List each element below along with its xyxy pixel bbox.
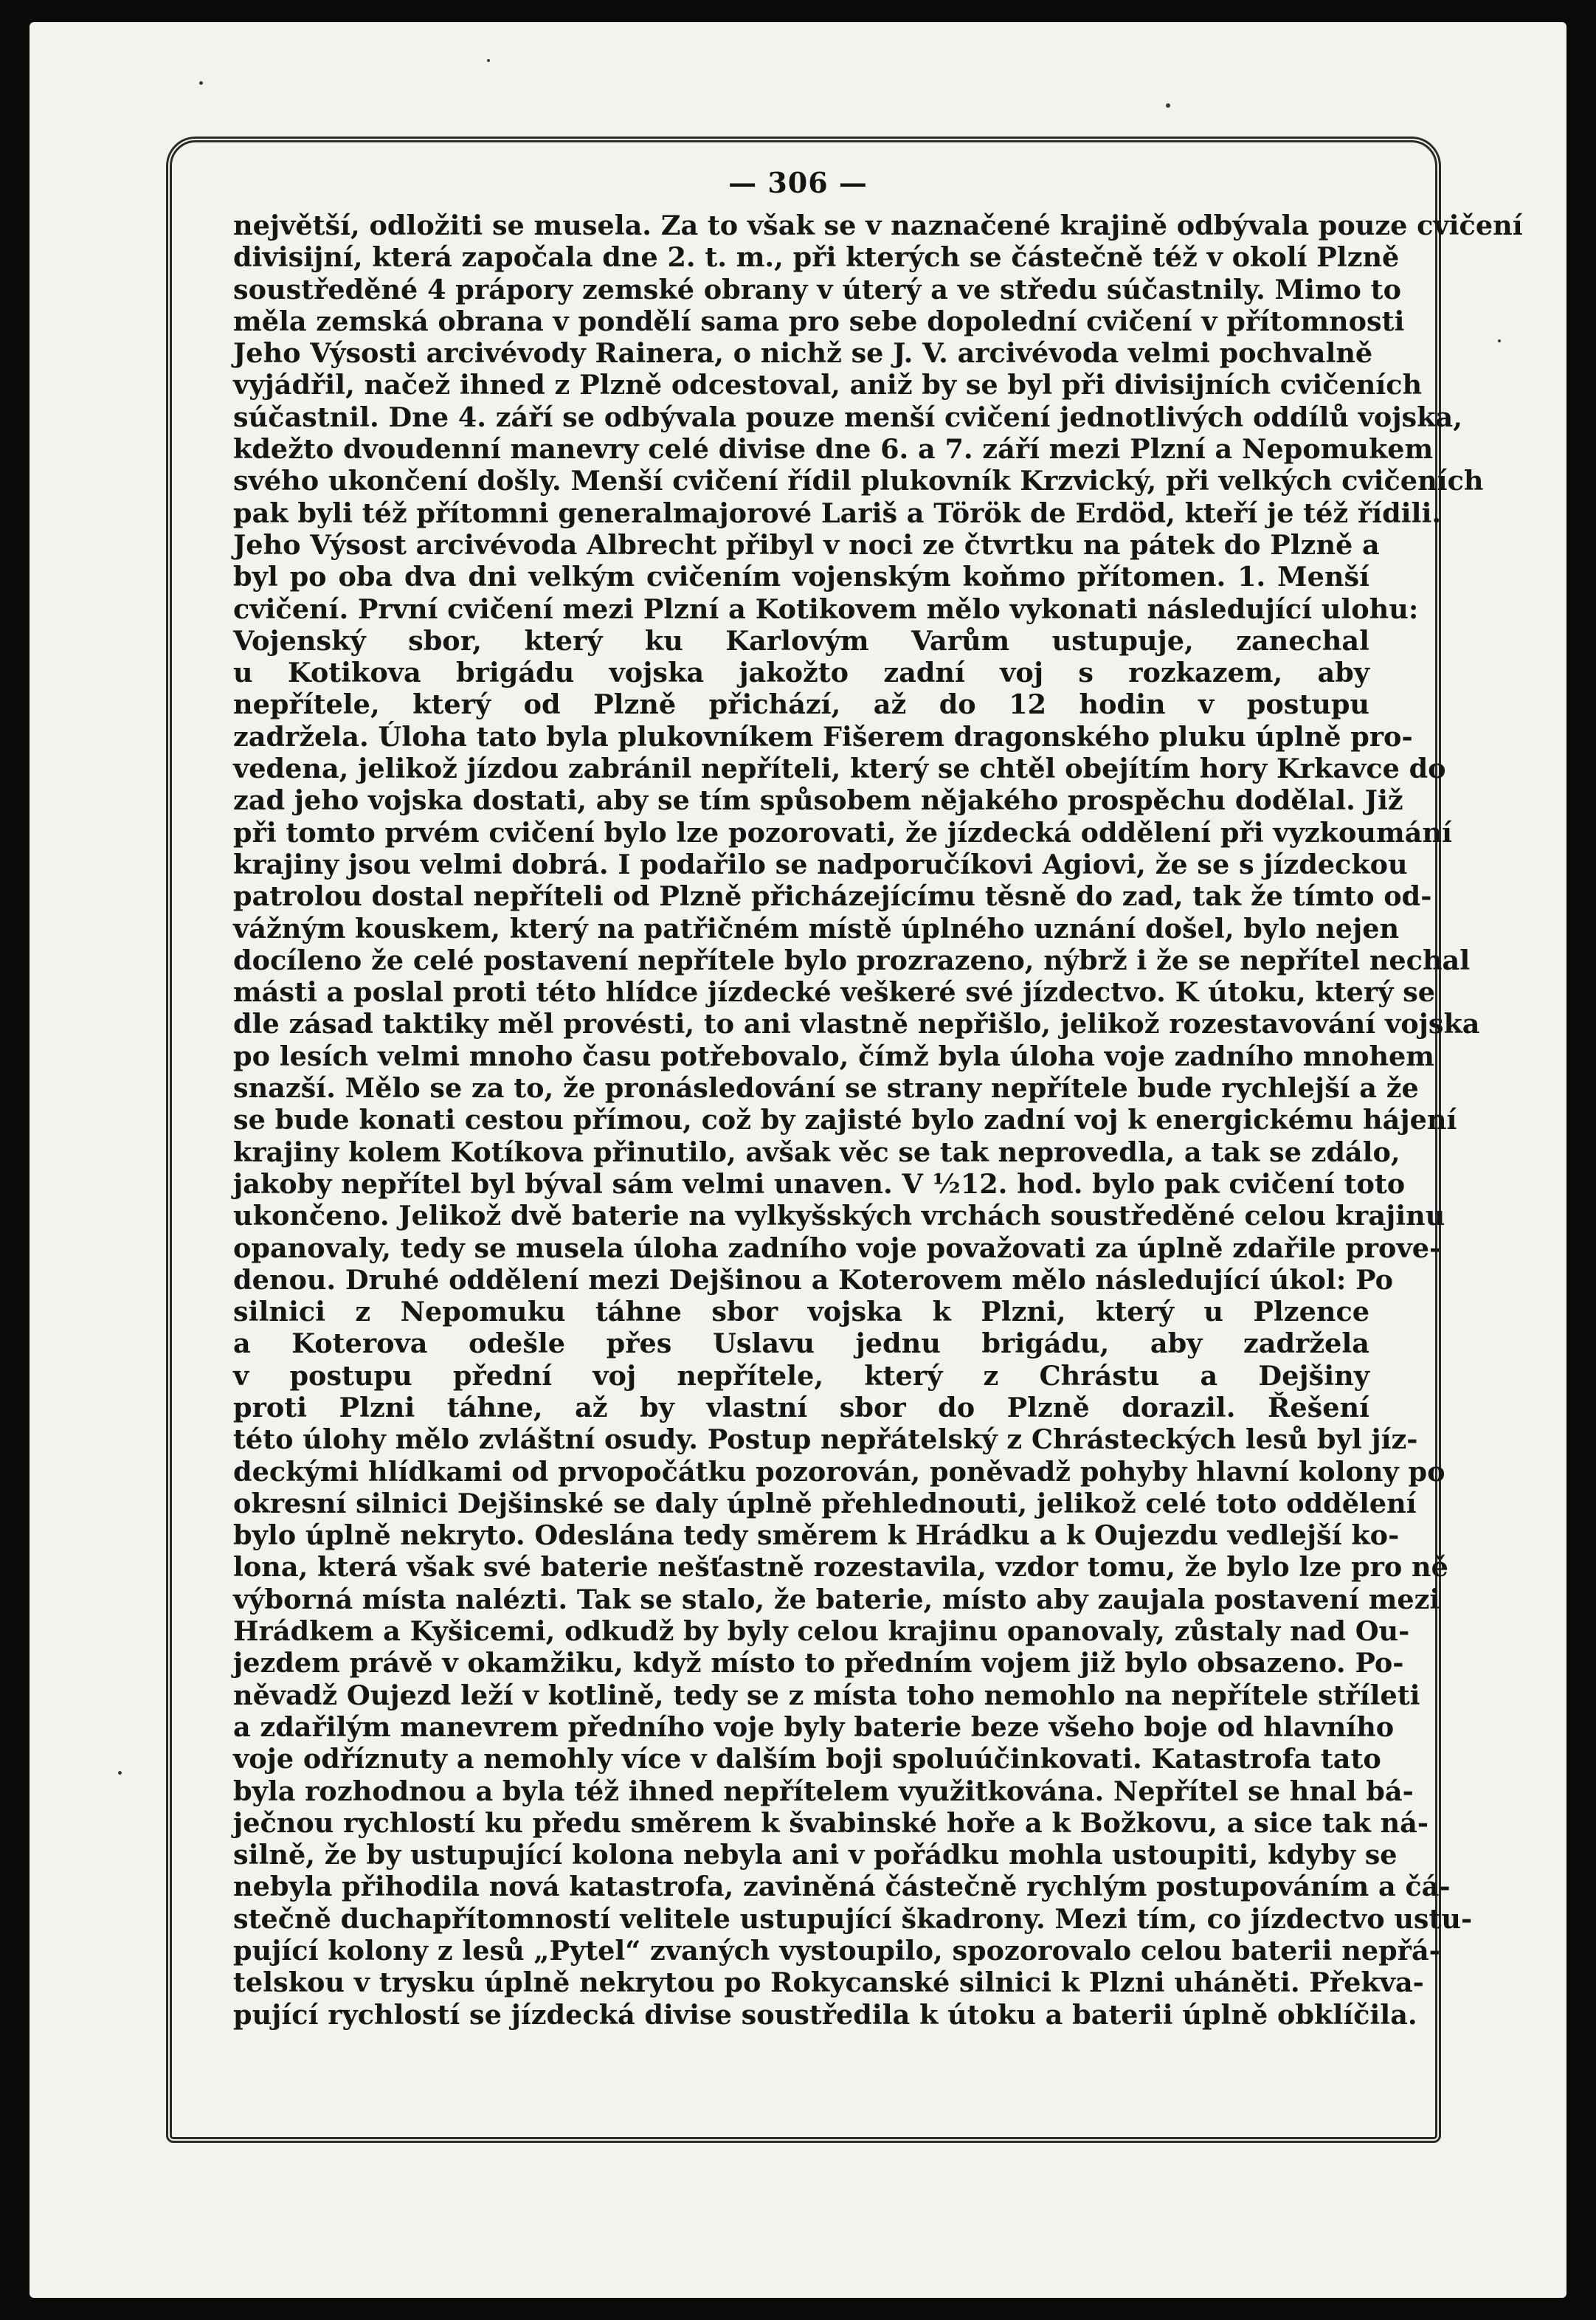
text-line: pující kolony z lesů „Pytel“ zvaných vystoupilo, spozorovalo celou baterii nepřá- bbox=[233, 1935, 1440, 1967]
text-line: snazší. Mělo se za to, že pronásledování se strany nepřítele bude rychlejší a že bbox=[233, 1072, 1419, 1105]
scan-speck bbox=[118, 1771, 122, 1775]
text-line: krajiny jsou velmi dobrá. I podařilo se nadporučíkovi Agiovi, že se s jízdeckou bbox=[233, 848, 1408, 880]
text-line: Jeho Výsost arcivévoda Albrecht přibyl v noci ze čtvrtku na pátek do Plzně a bbox=[233, 528, 1380, 561]
text-line: zadržela. Úloha tato byla plukovníkem Fišerem dragonského pluku úplně pro- bbox=[233, 720, 1413, 753]
text-line: másti a poslal proti této hlídce jízdecké veškeré své jízdectvo. K útoku, který se bbox=[233, 976, 1436, 1009]
text-line: docíleno že celé postavení nepřítele bylo prozrazeno, nýbrž i že se nepřítel nechal bbox=[233, 944, 1471, 976]
text-line: bylo úplně nekryto. Odeslána tedy směrem k Hrádku a k Oujezdu vedlejší ko- bbox=[233, 1519, 1400, 1552]
body-text bbox=[233, 210, 1523, 2069]
text-line: silnici z Nepomuku táhne sbor vojska k Plzni, který u Plzence bbox=[233, 1296, 1369, 1328]
text-line: vedena, jelikož jízdou zabránil nepříteli, který se chtěl obejítím hory Krkavce do bbox=[233, 753, 1446, 785]
text-line: výborná místa nalézti. Tak se stalo, že baterie, místo aby zaujala postavení mezi bbox=[233, 1583, 1440, 1615]
scan-speck bbox=[487, 59, 490, 62]
text-line: byla rozhodnou a byla též ihned nepřítelem využitkována. Nepřítel se hnal bá- bbox=[233, 1775, 1414, 1807]
text-line: deckými hlídkami od prvopočátku pozorován, poněvadž pohyby hlavní kolony po bbox=[233, 1455, 1445, 1488]
text-line: jakoby nepřítel byl býval sám velmi unaven. V ½12. hod. bylo pak cvičení toto bbox=[233, 1167, 1406, 1200]
text-line: pak byli též přítomni generalmajorové Lariš a Török de Erdöd, kteří je též řídili. bbox=[233, 497, 1442, 529]
text-line: súčastnil. Dne 4. září se odbývala pouze menší cvičení jednotlivých oddílů vojska, bbox=[233, 401, 1462, 433]
text-line: opanovaly, tedy se musela úloha zadního voje považovati za úplně zdařile prove- bbox=[233, 1232, 1441, 1264]
text-line: Hrádkem a Kyšicemi, odkudž by byly celou krajinu opanovaly, zůstaly nad Ou- bbox=[233, 1615, 1410, 1648]
text-line: ječnou rychlostí ku předu směrem k švabinské hoře a k Božkovu, a sice tak ná- bbox=[233, 1806, 1429, 1839]
text-line: voje odříznuty a nemohly více v dalším boji spoluúčinkovati. Katastrofa tato bbox=[233, 1743, 1381, 1775]
text-line: a Koterova odešle přes Uslavu jednu brigádu, aby zadržela bbox=[233, 1328, 1369, 1360]
scan-speck bbox=[1498, 339, 1501, 342]
text-line: soustředěné 4 prápory zemské obrany v úterý a ve středu súčastnily. Mimo to bbox=[233, 273, 1401, 305]
text-line: této úlohy mělo zvláštní osudy. Postup nepřátelský z Chrásteckých lesů byl jíz- bbox=[233, 1423, 1418, 1456]
text-line: lona, která však své baterie nešťastně rozestavila, vzdor tomu, že bylo lze pro ně bbox=[233, 1551, 1448, 1584]
text-line: Jeho Výsosti arcivévody Rainera, o nichž se J. V. arcivévoda velmi pochvalně bbox=[233, 337, 1373, 370]
text-line: denou. Druhé oddělení mezi Dejšinou a Koterovem mělo následující úkol: Po bbox=[233, 1263, 1393, 1296]
text-line: něvadž Oujezd leží v kotlině, tedy se z místa toho nemohlo na nepřítele stříleti bbox=[233, 1679, 1420, 1711]
text-line: proti Plzni táhne, až by vlastní sbor do Plzně dorazil. Řešení bbox=[233, 1391, 1369, 1423]
text-line: měla zemská obrana v pondělí sama pro sebe dopolední cvičení v přítomnosti bbox=[233, 305, 1405, 337]
text-line: cvičení. První cvičení mezi Plzní a Kotikovem mělo vykonati následující ulohu: bbox=[233, 593, 1419, 625]
text-line: okresní silnici Dejšinské se daly úplně přehlednouti, jelikož celé toto oddělení bbox=[233, 1487, 1417, 1519]
text-line: telskou v trysku úplně nekrytou po Rokycanské silnici k Plzni uháněti. Překva- bbox=[233, 1967, 1424, 1999]
text-line: nepřítele, který od Plzně přichází, až do 12 hodin v postupu bbox=[233, 688, 1369, 721]
text-line: byl po oba dva dni velkým cvičením vojenským koňmo přítomen. 1. Menší bbox=[233, 561, 1369, 593]
text-line: patrolou dostal nepříteli od Plzně přicházejícímu těsně do zad, tak že tímto od- bbox=[233, 880, 1432, 913]
text-line: se bude konati cestou přímou, což by zajisté bylo zadní voj k energickému hájení bbox=[233, 1104, 1457, 1136]
text-line: nebyla přihodila nová katastrofa, zaviněná částečně rychlým postupováním a čá- bbox=[233, 1871, 1451, 1903]
text-line: pující rychlostí se jízdecká divise soustředila k útoku a baterii úplně obklíčila. bbox=[233, 1998, 1417, 2031]
text-line: největší, odložiti se musela. Za to však se v naznačené krajině odbývala pouze cvičení bbox=[233, 210, 1523, 241]
text-line: vyjádřil, načež ihned z Plzně odcestoval, aniž by se byl při divisijních cvičeních bbox=[233, 369, 1423, 401]
text-line: krajiny kolem Kotíkova přinutilo, avšak věc se tak neprovedla, a tak se zdálo, bbox=[233, 1136, 1400, 1168]
text-line: kdežto dvoudenní manevry celé divise dne 6. a 7. září mezi Plzní a Nepomukem bbox=[233, 433, 1434, 466]
text-line: svého ukončení došly. Menší cvičení řídil plukovník Krzvický, při velkých cvičeních bbox=[233, 465, 1484, 497]
text-line: vážným kouskem, který na patřičném místě úplného uznání došel, bylo nejen bbox=[233, 912, 1400, 945]
text-line: ukončeno. Jelikož dvě baterie na vylkyšských vrchách soustředěné celou krajinu bbox=[233, 1200, 1445, 1232]
text-line: divisijní, která započala dne 2. t. m., při kterých se částečně též v okolí Plzně bbox=[233, 241, 1400, 274]
text-line: silně, že by ustupující kolona nebyla ani v pořádku mohla ustoupiti, kdyby se bbox=[233, 1839, 1398, 1871]
text-line: stečně duchapřítomností velitele ustupující škadrony. Mezi tím, co jízdectvo ustu- bbox=[233, 1902, 1473, 1935]
text-line: zad jeho vojska dostati, aby se tím spůsobem nějakého prospěchu dodělal. Již bbox=[233, 784, 1403, 817]
text-line: Vojenský sbor, který ku Karlovým Varům ustupuje, zanechal bbox=[233, 624, 1369, 657]
text-line: v postupu přední voj nepřítele, který z Chrástu a Dejšiny bbox=[233, 1359, 1369, 1392]
scan-speck bbox=[199, 81, 203, 85]
text-line: jezdem právě v okamžiku, když místo to předním vojem již bylo obsazeno. Po- bbox=[233, 1647, 1404, 1679]
text-line: u Kotikova brigádu vojska jakožto zadní voj s rozkazem, aby bbox=[233, 657, 1369, 689]
text-line: při tomto prvém cvičení bylo lze pozorovati, že jízdecká oddělení při vyzkoumání bbox=[233, 816, 1452, 849]
text-line: po lesích velmi mnoho času potřebovalo, čímž byla úloha voje zadního mnohem bbox=[233, 1040, 1435, 1072]
text-line: a zdařilým manevrem předního voje byly baterie beze všeho boje od hlavního bbox=[233, 1710, 1395, 1743]
page-number: — 306 — bbox=[728, 166, 868, 199]
text-line: dle zásad taktiky měl provésti, to ani vlastně nepřišlo, jelikož rozestavování vojska bbox=[233, 1008, 1480, 1040]
scan-speck bbox=[1166, 103, 1170, 108]
